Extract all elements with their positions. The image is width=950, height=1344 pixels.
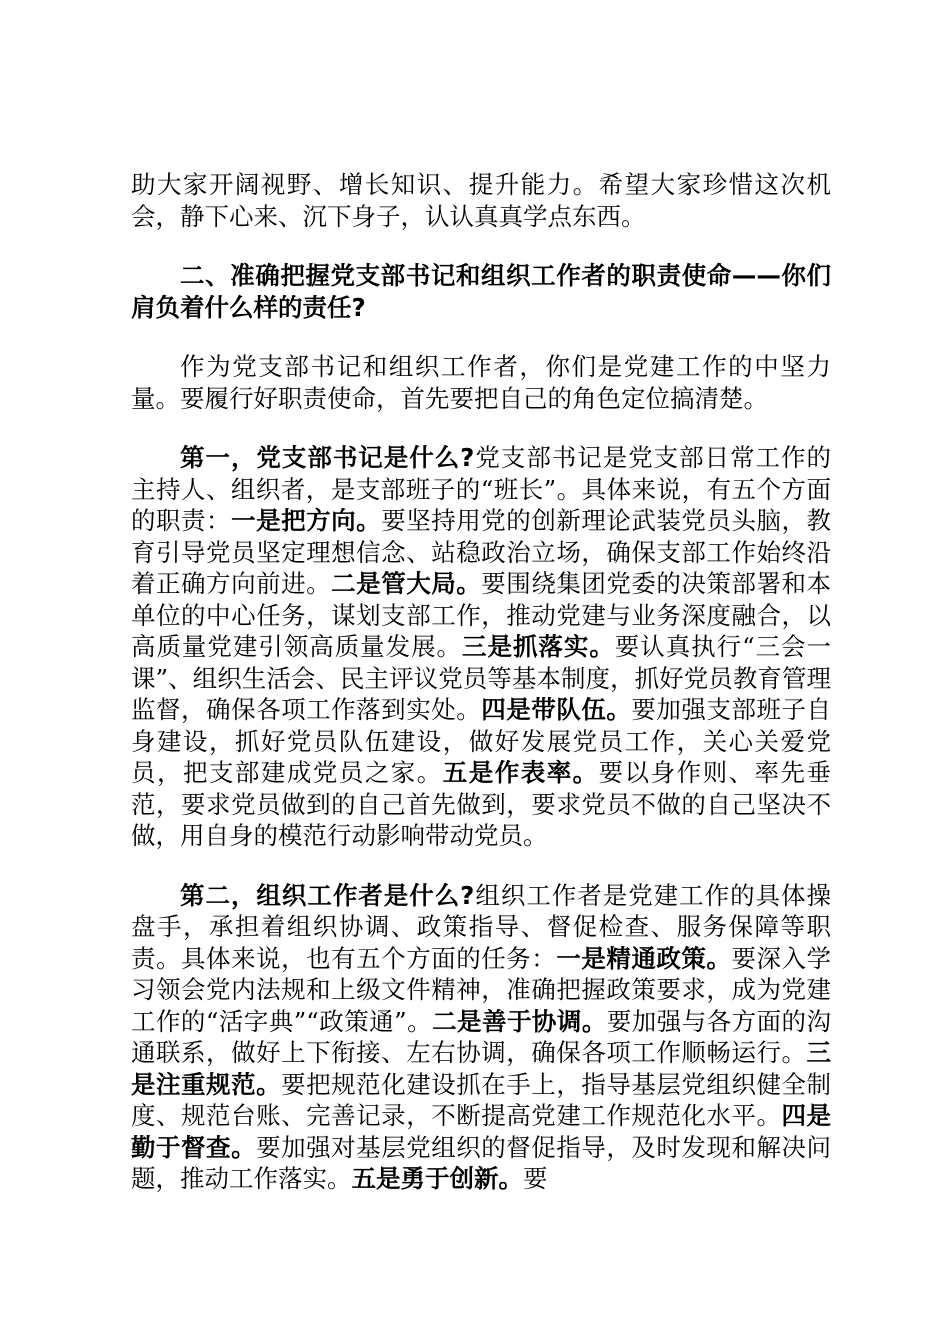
duty-label: 一是把方向。 — [231, 506, 382, 535]
paragraph-text: 组织工作者是党建工作的具体操盘手，承担着组织协调、政策指导、督促检查、服务保障等职责。具体来说，也有五个方面的任务： — [131, 880, 832, 973]
duty-label: 四是带队伍。 — [481, 695, 632, 724]
paragraph-intro — [131, 351, 831, 414]
section-heading-text: 二、准确把握党支部书记和组织工作者的职责使命——你们肩负着什么样的责任? — [131, 261, 831, 322]
paragraph-text: 党支部书记是党支部日常工作的主持人、组织者，是支部班子的“班长”。具体来说，有五个方面的职责： — [131, 443, 832, 535]
task-text: 要加强对基层党组织的督促指导，及时发现和解决问题，推动工作落实。 — [131, 1132, 831, 1193]
section-heading — [131, 260, 831, 323]
task-label: 三是注重规范。 — [131, 1038, 831, 1099]
task-label: 五是勇于创新。 — [351, 1164, 523, 1193]
duty-label: 二是管大局。 — [331, 569, 482, 598]
task-label: 四是勤于督查。 — [131, 1101, 832, 1162]
duty-text: 要坚持用党的创新理论武装党员头脑，教育引导党员坚定理想信念、站稳政治立场，确保支部工作始终沿着正确方向前进。 — [131, 506, 832, 598]
task-text: 要加强与各方面的沟通联系，做好上下衔接、左右协调，确保各项工作顺畅运行。 — [131, 1006, 832, 1067]
duty-text: 要认真执行“三会一课”、组织生活会、民主评议党员等基本制度，抓好党员教育管理监督，确保各项工作落到实处。 — [131, 632, 832, 724]
task-label: 二是善于协调。 — [432, 1006, 607, 1036]
paragraph-text: 作为党支部书记和组织工作者，你们是党建工作的中坚力量。要履行好职责使命，首先要把自己的角色定位搞清楚。 — [131, 352, 831, 413]
paragraph-lead: 第一，党支部书记是什么? — [180, 443, 475, 472]
duty-label: 三是抓落实。 — [462, 632, 615, 661]
duty-label: 五是作表率。 — [442, 758, 599, 787]
task-text: 要深入学习领会党内法规和上级文件精神，准确把握政策要求，成为党建工作的“活字典”“政策通”。 — [131, 943, 832, 1036]
paragraph-lead: 第二，组织工作者是什么? — [180, 880, 475, 910]
paragraph-branch-secretary — [131, 442, 831, 852]
task-label: 一是精通政策。 — [556, 943, 732, 973]
task-text: 要 — [523, 1164, 548, 1193]
task-text: 要把规范化建设抓在手上，指导基层党组织健全制度、规范台账、完善记录，不断提高党建工作规范化水平。 — [131, 1069, 832, 1130]
paragraph-text: 助大家开阔视野、增长知识、提升能力。希望大家珍惜这次机会，静下心来、沉下身子，认认真真学点东西。 — [131, 170, 831, 231]
duty-text: 要围绕集团党委的决策部署和本单位的中心任务，谋划支部工作，推动党建与业务深度融合，以高质量党建引领高质量发展。 — [131, 569, 832, 661]
document-body — [131, 169, 831, 1223]
duty-text: 要以身作则、率先垂范，要求党员做到的自己首先做到，要求党员不做的自己坚决不做，用自身的模范行动影响带动党员。 — [131, 758, 832, 850]
paragraph-continued — [131, 169, 831, 232]
paragraph-organization-worker — [131, 880, 831, 1195]
duty-text: 要加强支部班子自身建设，抓好党员队伍建设，做好发展党员工作，关心关爱党员，把支部建成党员之家。 — [131, 695, 832, 787]
